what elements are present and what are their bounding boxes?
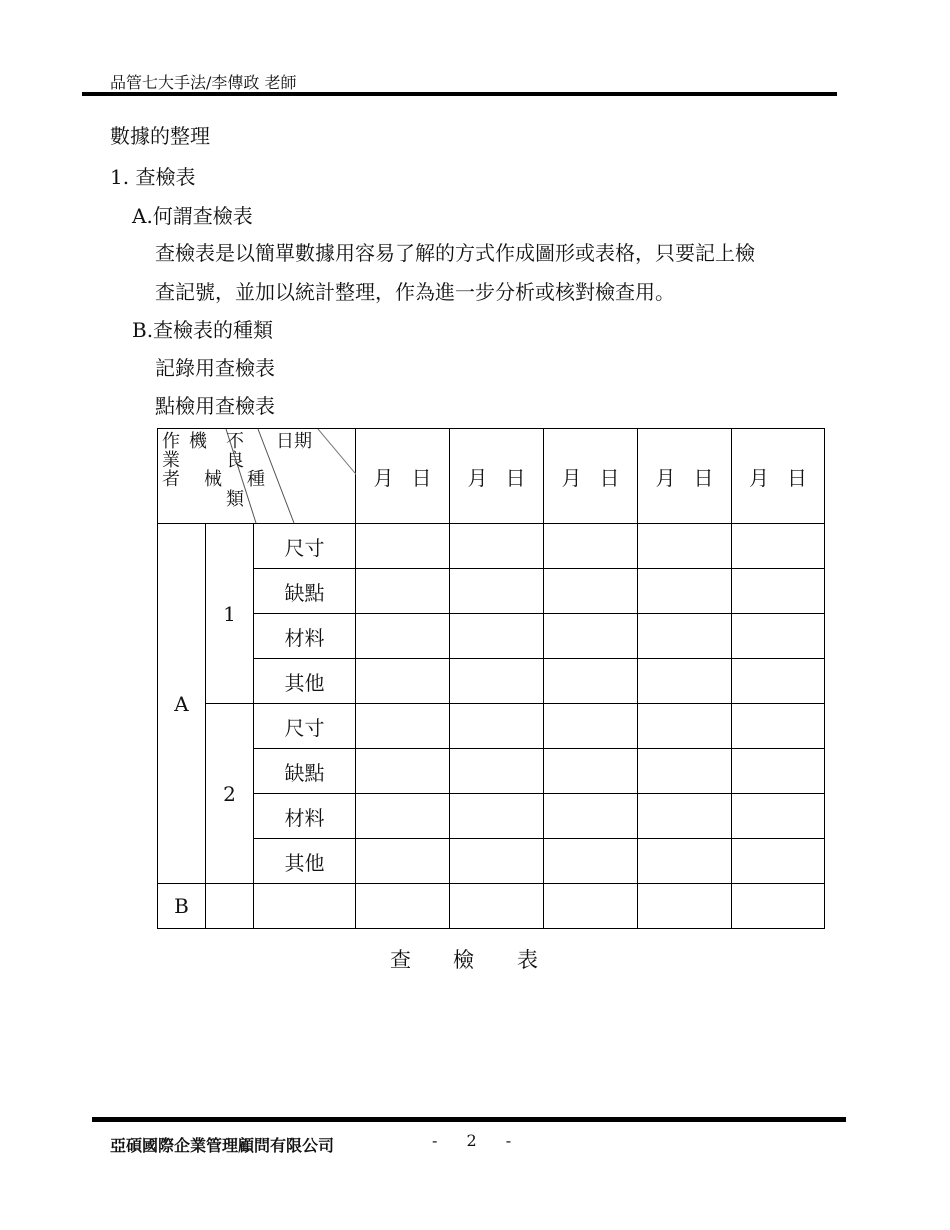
tally-cell[interactable] [544, 839, 638, 884]
tally-cell[interactable] [544, 884, 638, 929]
tally-cell[interactable] [544, 524, 638, 569]
tally-cell[interactable] [450, 614, 544, 659]
corner-defect-char-4: 類 [226, 489, 244, 510]
machine-cell-1: 1 [206, 524, 254, 704]
tally-cell[interactable] [544, 569, 638, 614]
tally-cell[interactable] [544, 794, 638, 839]
defect-type-cell: 缺點 [254, 749, 356, 794]
table-row [158, 524, 825, 569]
tally-cell[interactable] [356, 839, 450, 884]
item-a-heading: A.何謂查檢表 [132, 204, 253, 228]
tally-cell[interactable] [638, 704, 732, 749]
tally-cell[interactable] [450, 659, 544, 704]
tally-cell[interactable] [544, 749, 638, 794]
tally-cell[interactable] [356, 614, 450, 659]
table-row [158, 884, 825, 929]
corner-machine-char-1: 機 [189, 431, 207, 452]
table-row [158, 659, 825, 704]
tally-cell[interactable] [450, 524, 544, 569]
table-caption-char: 檢 [453, 948, 474, 972]
tally-cell[interactable] [732, 704, 825, 749]
corner-date-label: 日期 [276, 431, 312, 452]
date-column-header: 月 日 [638, 429, 732, 524]
tally-cell[interactable] [356, 884, 450, 929]
corner-defect-char-3: 種 [247, 469, 265, 490]
tally-cell[interactable] [450, 884, 544, 929]
section-title: 數據的整理 [110, 124, 210, 148]
defect-type-cell: 其他 [254, 659, 356, 704]
item-b-heading: B.查檢表的種類 [132, 318, 274, 342]
date-column-header: 月 日 [356, 429, 450, 524]
tally-cell[interactable] [638, 839, 732, 884]
table-row [158, 794, 825, 839]
corner-machine-char-2: 械 [204, 469, 222, 490]
tally-cell[interactable] [356, 794, 450, 839]
date-column-header: 月 日 [544, 429, 638, 524]
table-header-row [158, 429, 825, 524]
defect-type-cell: 尺寸 [254, 704, 356, 749]
tally-cell[interactable] [450, 839, 544, 884]
corner-operator-char-1: 作 [162, 431, 180, 452]
machine-cell-empty[interactable] [206, 884, 254, 929]
tally-cell[interactable] [356, 749, 450, 794]
tally-cell[interactable] [732, 794, 825, 839]
tally-cell[interactable] [450, 794, 544, 839]
operator-cell-b: B [158, 884, 206, 929]
corner-defect-char-1: 不 [226, 431, 244, 452]
defect-type-cell: 材料 [254, 794, 356, 839]
tally-cell[interactable] [732, 839, 825, 884]
tally-cell[interactable] [638, 569, 732, 614]
footer-company-name: 亞碩國際企業管理顧問有限公司 [110, 1136, 335, 1155]
page-header-title: 品管七大手法/李傳政 老師 [110, 73, 297, 92]
table-caption-char: 查 [390, 948, 411, 972]
check-sheet-table [157, 428, 825, 929]
tally-cell[interactable] [356, 704, 450, 749]
table-row [158, 704, 825, 749]
tally-cell[interactable] [638, 794, 732, 839]
tally-cell[interactable] [732, 524, 825, 569]
tally-cell[interactable] [544, 659, 638, 704]
tally-cell[interactable] [450, 569, 544, 614]
page-dash-left: - [432, 1131, 438, 1150]
page-number-value: 2 [466, 1131, 477, 1150]
tally-cell[interactable] [450, 749, 544, 794]
tally-cell[interactable] [732, 749, 825, 794]
corner-defect-char-2: 良 [226, 450, 244, 471]
footer-rule [92, 1117, 846, 1122]
tally-cell[interactable] [356, 524, 450, 569]
type-inspection-checksheet: 點檢用查檢表 [155, 394, 275, 418]
tally-cell[interactable] [732, 884, 825, 929]
table-row [158, 749, 825, 794]
machine-cell-2: 2 [206, 704, 254, 884]
tally-cell[interactable] [732, 569, 825, 614]
tally-cell[interactable] [638, 884, 732, 929]
defect-type-cell: 尺寸 [254, 524, 356, 569]
operator-cell-a: A [158, 524, 206, 884]
table-row [158, 569, 825, 614]
tally-cell[interactable] [450, 704, 544, 749]
tally-cell[interactable] [638, 659, 732, 704]
tally-cell[interactable] [732, 614, 825, 659]
item-1-heading: 1. 查檢表 [110, 165, 196, 189]
tally-cell[interactable] [356, 659, 450, 704]
table-caption-char: 表 [517, 948, 538, 972]
defect-type-cell-empty[interactable] [254, 884, 356, 929]
table-row [158, 839, 825, 884]
defect-type-cell: 材料 [254, 614, 356, 659]
defect-type-cell: 缺點 [254, 569, 356, 614]
tally-cell[interactable] [638, 614, 732, 659]
tally-cell[interactable] [356, 569, 450, 614]
tally-cell[interactable] [638, 749, 732, 794]
page-dash-right: - [505, 1131, 512, 1150]
page-number [420, 1131, 523, 1150]
paragraph-line-2: 查記號，並加以統計整理，作為進一步分析或核對檢查用。 [155, 280, 675, 304]
tally-cell[interactable] [732, 659, 825, 704]
corner-operator-char-3: 者 [162, 469, 180, 490]
tally-cell[interactable] [544, 614, 638, 659]
table-corner-header [158, 429, 356, 524]
date-column-header: 月 日 [450, 429, 544, 524]
tally-cell[interactable] [544, 704, 638, 749]
defect-type-cell: 其他 [254, 839, 356, 884]
corner-operator-char-2: 業 [162, 450, 180, 471]
type-record-checksheet: 記錄用查檢表 [155, 356, 275, 380]
paragraph-line-1: 查檢表是以簡單數據用容易了解的方式作成圖形或表格，只要記上檢 [155, 241, 755, 265]
header-rule [82, 92, 837, 96]
date-column-header: 月 日 [732, 429, 825, 524]
table-row [158, 614, 825, 659]
tally-cell[interactable] [638, 524, 732, 569]
